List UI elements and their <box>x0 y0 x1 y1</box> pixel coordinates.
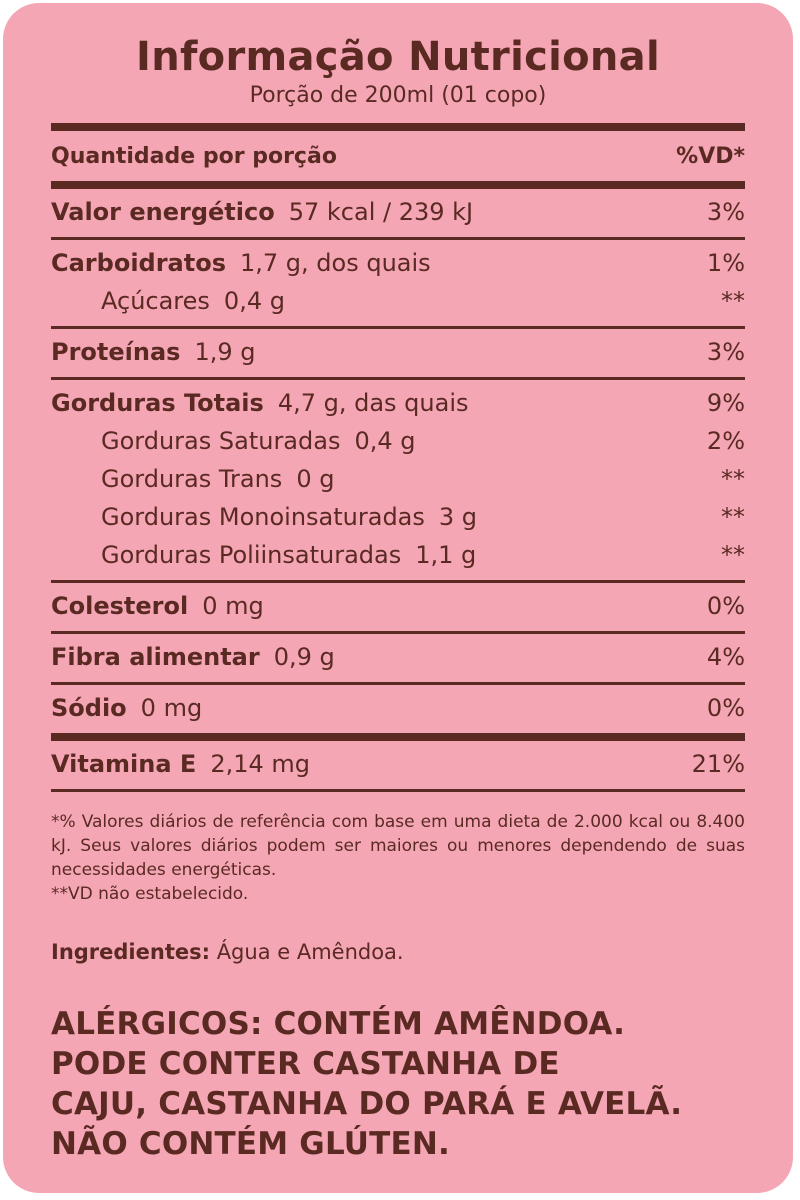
nutrient-vd: 3% <box>706 338 745 366</box>
nutrient-row <box>51 333 745 371</box>
nutrient-vd: 1% <box>706 249 745 277</box>
nutrient-row <box>51 689 745 727</box>
nutrient-name: Fibra alimentar <box>51 643 260 671</box>
nutrient-row <box>51 638 745 676</box>
nutrient-amount: 3 g <box>438 503 478 531</box>
nutrient-row <box>51 587 745 625</box>
nutrient-name: Sódio <box>51 694 127 722</box>
allergens-line: NÃO CONTÉM GLÚTEN. <box>51 1126 451 1162</box>
nutrient-vd: ** <box>721 503 745 531</box>
nutrient-vd: ** <box>721 287 745 315</box>
footnote-reference: *% Valores diários de referência com base em uma dieta de 2.000 kcal ou 8.400 kJ. Seus valores diários podem ser maiores ou menores dependendo de suas necessidades energéticas. <box>51 812 745 880</box>
nutrient-group-vitamin-e <box>51 741 745 789</box>
nutrient-vd: 2% <box>706 427 745 455</box>
nutrient-amount: 0,4 g <box>223 287 285 315</box>
nutrient-row <box>51 193 745 231</box>
nutrient-row <box>51 244 745 282</box>
nutrient-name: Gorduras Poliinsaturadas <box>101 541 402 569</box>
nutrient-row <box>51 384 745 422</box>
nutrient-group-energy <box>51 189 745 237</box>
nutrient-subrow <box>51 460 745 498</box>
header-quantity: Quantidade por porção <box>51 143 337 169</box>
nutrient-vd: 21% <box>691 750 745 778</box>
allergens-line: ALÉRGICOS: CONTÉM AMÊNDOA. <box>51 1006 626 1042</box>
nutrient-amount: 4,7 g, das quais <box>277 389 469 417</box>
nutrient-name: Vitamina E <box>51 750 197 778</box>
nutrient-name: Proteínas <box>51 338 181 366</box>
nutrient-amount: 1,1 g <box>415 541 477 569</box>
nutrient-amount: 2,14 mg <box>210 750 310 778</box>
nutrient-vd: ** <box>721 541 745 569</box>
nutrient-amount: 57 kcal / 239 kJ <box>288 198 474 226</box>
nutrient-group-carbs <box>51 240 745 326</box>
nutrient-vd: 9% <box>706 389 745 417</box>
nutrient-row <box>51 745 745 783</box>
nutrition-label <box>3 3 793 1193</box>
ingredients-text: Água e Amêndoa. <box>216 940 404 964</box>
nutrient-group-fiber <box>51 634 745 682</box>
nutrient-amount: 1,9 g <box>194 338 256 366</box>
divider <box>51 123 745 131</box>
footnote <box>51 810 745 906</box>
nutrient-name: Colesterol <box>51 592 189 620</box>
nutrient-vd: 3% <box>706 198 745 226</box>
allergens-line: CAJU, CASTANHA DO PARÁ E AVELÃ. <box>51 1086 683 1122</box>
nutrient-vd: ** <box>721 465 745 493</box>
nutrient-amount: 0 g <box>296 465 335 493</box>
ingredients <box>51 940 745 964</box>
nutrient-name: Gorduras Totais <box>51 389 264 417</box>
ingredients-label: Ingredientes: <box>51 940 210 964</box>
allergens-line: PODE CONTER CASTANHA DE <box>51 1046 560 1082</box>
nutrient-amount: 1,7 g, dos quais <box>240 249 431 277</box>
nutrient-subrow <box>51 282 745 320</box>
nutrient-name: Açúcares <box>101 287 210 315</box>
nutrient-subrow <box>51 498 745 536</box>
nutrient-vd: 4% <box>706 643 745 671</box>
nutrient-group-sodium <box>51 685 745 733</box>
nutrient-vd: 0% <box>706 694 745 722</box>
nutrient-vd: 0% <box>706 592 745 620</box>
nutrient-group-fats <box>51 380 745 580</box>
nutrient-name: Valor energético <box>51 198 275 226</box>
nutrient-name: Gorduras Trans <box>101 465 283 493</box>
nutrient-subrow <box>51 536 745 574</box>
header-vd: %VD* <box>676 143 745 169</box>
nutrient-amount: 0,4 g <box>354 427 416 455</box>
nutrient-name: Carboidratos <box>51 249 226 277</box>
footnote-vd: **VD não estabelecido. <box>51 884 249 904</box>
divider <box>51 789 745 792</box>
nutrient-amount: 0,9 g <box>273 643 335 671</box>
label-title: Informação Nutricional <box>136 34 660 80</box>
divider <box>51 733 745 741</box>
nutrient-amount: 0 mg <box>202 592 264 620</box>
divider <box>51 181 745 189</box>
table-header <box>51 131 745 181</box>
nutrient-amount: 0 mg <box>140 694 203 722</box>
nutrient-group-protein <box>51 329 745 377</box>
allergens-warning <box>51 1004 745 1164</box>
serving-size: Porção de 200ml (01 copo) <box>249 83 547 108</box>
nutrient-subrow <box>51 422 745 460</box>
nutrient-name: Gorduras Saturadas <box>101 427 341 455</box>
nutrient-name: Gorduras Monoinsaturadas <box>101 503 425 531</box>
nutrient-group-cholesterol <box>51 583 745 631</box>
